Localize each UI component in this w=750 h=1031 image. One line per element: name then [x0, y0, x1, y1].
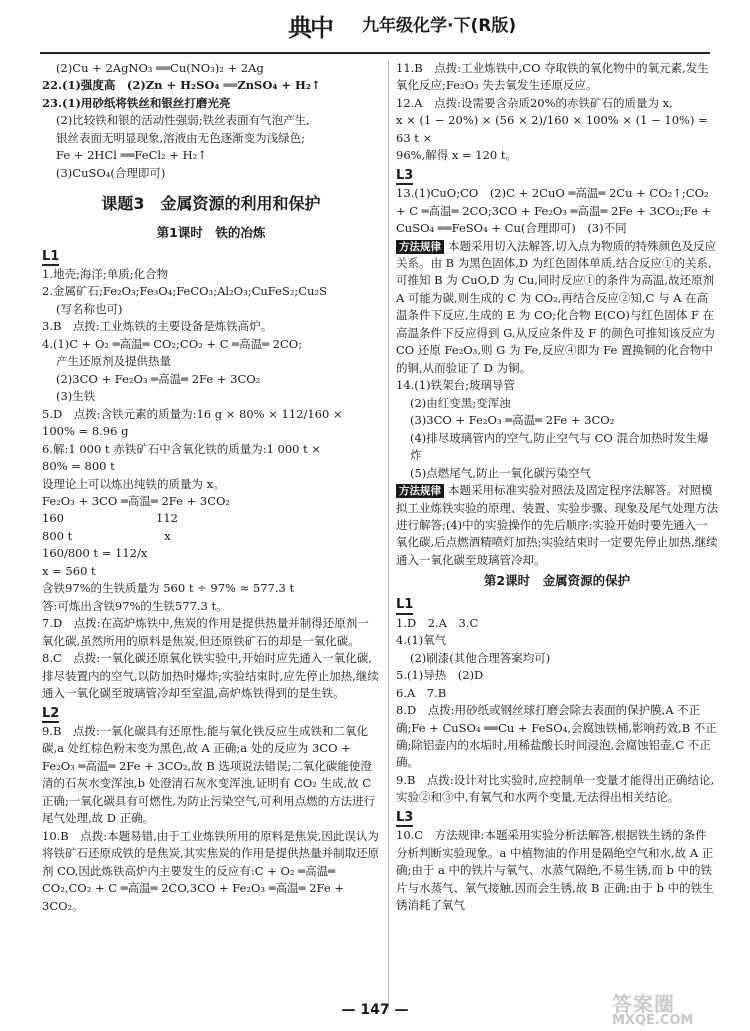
answer-line: 10.C 方法规律:本题采用实验分析法解答,根据铁生锈的条件分析判断实验现象。a 中植物油的作用是隔绝空气和水,故 A 正确;由于 a 中的铁片与氧气、水蒸气隔绝,不易生锈,而 b 中的铁片与水蒸气、氧气接触,因而会生锈,故 B 正确;由于 b 中的铁生锈消耗了氧气 [396, 828, 714, 913]
answer-line: 160/800 t = 112/x [42, 546, 148, 561]
left-answers-top [42, 60, 380, 182]
answer-line: 100% = 8.96 g [42, 424, 129, 439]
answer-line: 5.D 点拨:含铁元素的质量为:16 g × 80% × 112/160 × [42, 406, 343, 421]
book-logo: 典中 [288, 14, 332, 42]
answer-line: (2)Cu + 2AgNO₃ ══Cu(NO₃)₂ + 2Ag [56, 61, 264, 75]
answer-line: 8.C 点拨:一氧化碳还原氧化铁实验中,开始时应先通入一氧化碳,排尽装置内的空气,以防加热时爆炸;实验结束时,应先停止加热,继续通入一氧化碳至玻璃管冷却至室温,高炉炼铁得到的是生铁。 [42, 651, 379, 701]
method-note-1 [396, 238, 718, 378]
answer-line: 7.D 点拨:在高炉炼铁中,焦炭的作用是提供热量并制得还原剂一氧化碳,虽然所用的原料是焦炭,但还原铁矿石的却是一氧化碳。 [42, 616, 369, 648]
answer-line: 5.(1)导热 (2)D [396, 668, 484, 683]
answer-line: 4.(1)C + O₂ ═高温═ CO₂;CO₂ + C ═高温═ 2CO; [42, 336, 303, 351]
right-answers-13 [396, 185, 718, 237]
answer-line: 2.金属矿石;Fe₂O₃;Fe₃O₄;FeCO₃;Al₂O₃;CuFeS₂;Cu₂S [42, 284, 327, 299]
level-1-marker-b: L1 [396, 598, 413, 614]
page-header [40, 0, 710, 54]
answer-line: 答:可炼出含铁97%的生铁577.3 t。 [42, 598, 228, 613]
answer-line: 9.B 点拨:设计对比实验时,应控制单一变量才能得出正确结论,实验②和③中,有氧气和水两个变量,无法得出相关结论。 [396, 772, 715, 805]
answer-line: (写名称也可) [56, 301, 123, 316]
answer-line: 设理论上可以炼出纯铁的质量为 x。 [42, 476, 225, 491]
level-1-marker: L1 [42, 250, 59, 266]
answer-line: (3)3CO + Fe₂O₃ ═高温═ 2Fe + 3CO₂ [410, 413, 615, 428]
answer-line: 22.(1)强度高 (2)Zn + H₂SO₄ ══ZnSO₄ + H₂↑ [42, 78, 321, 93]
topic-title: 课题3 金属资源的利用和保护 [101, 194, 321, 214]
watermark [612, 994, 732, 1028]
method-text-1: 本题采用切入法解答,切入点为物质的特殊颜色及反应关系。由 B 为黑色固体,D 为红色固体单质,结合反应①的关系,可推知 B 为 CuO,D 为 Cu,同时反应①的条件为高温,故还原剂 A 可能为碳,则生成的 C 为 CO₂,再结合反应②知,C 与 A 在高温条件下反应,生成的 E 为 CO;化合物 E(CO)与红色固体 F 在高温条件下反应得到 G,从反应条件及 F 的颜色可推知该反应为 CO 还原 Fe₂O₃,则 G 为 Fe,反应④即为 Fe 置换铜的化合物中的铜,从而验证了 D 为铜。 [396, 238, 717, 375]
answer-line: 9.B 点拨:一氧化碳具有还原性,能与氧化铁反应生成铁和二氧化碳,a 处红棕色粉末变为黑色,故 A 正确;a 处的反应为 3CO + Fe₂O₃ ═高温═ 2Fe + 3CO₂,故 B 选项说法错误;二氧化碳能使澄清的石灰水变浑浊,b 处澄清石灰水变浑浊,证明有 CO₂ 生成,故 C 正确;一氧化碳具有可燃性,为防止污染空气,可利用点燃的方法进行尾气处理,故 D 正确。 [42, 723, 376, 826]
right-column [396, 60, 718, 915]
answer-line: Fe + 2HCl ══FeCl₂ + H₂↑ [56, 148, 207, 163]
answer-line: 4.(1)氧气 [396, 633, 447, 648]
answer-line: 23.(1)用砂纸将铁丝和银丝打磨光亮 [42, 95, 231, 110]
answer-line: 160 112 [42, 511, 178, 526]
lesson1-title: 第1课时 铁的冶炼 [156, 224, 266, 240]
answer-line: 产生还原剂及提供热量 [56, 354, 171, 369]
answer-line: 14.(1)铁架台;玻璃导管 [396, 378, 515, 393]
level-2-marker: L2 [42, 707, 59, 723]
answer-line: 6.A 7.B [396, 685, 447, 700]
right-answers-lesson2 [396, 615, 718, 807]
answer-line: 含铁97%的生铁质量为 560 t ÷ 97% ≈ 577.3 t [42, 581, 295, 596]
answer-line: x × (1 − 20%) × (56 × 2)/160 × 100% × (1 − 10%) = 63 t × [396, 113, 708, 145]
level-3-marker-b: L3 [396, 811, 413, 827]
column-divider [388, 60, 389, 1010]
answer-line: Fe₂O₃ + 3CO ═高温═ 2Fe + 3CO₂ [42, 493, 231, 508]
answer-line: (2)比较铁和银的活动性强弱;铁丝表面有气泡产生, [56, 113, 310, 128]
watermark-logo: 答案圈 [612, 992, 675, 1016]
answer-line: (2)3CO + Fe₂O₃ ═高温═ 2Fe + 3CO₂ [56, 371, 261, 386]
answer-line: (4)排尽玻璃管内的空气,防止空气与 CO 混合加热时发生爆炸 [410, 430, 709, 463]
method-note-2 [396, 482, 718, 569]
answer-line: (2)刷漆(其他合理答案均可) [410, 650, 551, 665]
answer-line: 12.A 点拨:设需要含杂质20%的赤铁矿石的质量为 x, [396, 95, 673, 110]
answer-line: 1.D 2.A 3.C [396, 615, 479, 630]
answer-line: (5)点燃尾气,防止一氧化碳污染空气 [410, 465, 591, 480]
answer-line: 13.(1)CuO;CO (2)C + 2CuO ═高温═ 2Cu + CO₂↑;CO₂ + C ═高温═ 2CO;3CO + Fe₂O₃ ═高温═ 2Fe + 3CO₂;Fe + CuSO₄ ══FeSO₄ + Cu(合理即可) (3)不同 [396, 186, 712, 236]
answer-line: 6.解:1 000 t 赤铁矿石中含氧化铁的质量为:1 000 t × [42, 441, 322, 456]
header-title: 九年级化学·下(R版) [362, 16, 517, 36]
answer-line: 11.B 点拨:工业炼铁中,CO 夺取铁的氧化物中的氧元素,发生氧化反应;Fe₂O₃ 失去氧发生还原反应。 [396, 61, 709, 93]
method-tag: 方法规律 [396, 484, 444, 498]
answer-line: 银丝表面无明显现象,溶液由无色逐渐变为浅绿色; [56, 130, 306, 145]
watermark-url: MXQE.COM [612, 1013, 694, 1028]
level-3-marker: L3 [396, 169, 413, 185]
answer-line: (2)由红变黑;变浑浊 [410, 395, 511, 410]
answer-line: x = 560 t [42, 563, 96, 578]
right-answers-top [396, 60, 718, 165]
method-text-2: 本题采用标准实验对照法及固定程序法解答。对照模拟工业炼铁实验的原理、装置、实验步骤、现象及尾气处理方法进行解答;(4)中的实验操作的先后顺序:实验开始时要先通入一氧化碳,后点燃酒精喷灯加热;实验结束时一定要先停止加热,继续通入一氧化碳至玻璃管冷却。 [396, 483, 718, 567]
answer-line: 96%,解得 x = 120 t。 [396, 148, 518, 163]
answer-line: (3)生铁 [56, 389, 96, 404]
left-answers-bottom [42, 723, 380, 915]
answer-line: 3.B 点拨:工业炼铁的主要设备是炼铁高炉。 [42, 319, 273, 334]
left-column [42, 60, 380, 915]
answer-line: (3)CuSO₄(合理即可) [56, 165, 166, 180]
right-answers-14 [396, 377, 718, 482]
right-answers-bottom [396, 827, 718, 914]
answer-line: 10.B 点拨:本题易错,由于工业炼铁所用的原料是焦炭,因此误认为将铁矿石还原成铁的是焦炭,其实焦炭的作用是提供热量并制取还原剂 CO,因此炼铁高炉内主要发生的反应有:C + O₂ ═高温═ CO₂,CO₂ + C ═高温═ 2CO,3CO + Fe₂O₃ ═高温═ 2Fe + 3CO₂。 [42, 828, 380, 913]
page-number: — 147 — [341, 1002, 409, 1018]
lesson2-title: 第2课时 金属资源的保护 [483, 573, 631, 589]
answer-line: 80% = 800 t [42, 459, 115, 474]
left-answers-middle [42, 266, 380, 703]
answer-line: 1.地壳;海洋;单质;化合物 [42, 266, 169, 281]
answer-line: 800 t x [42, 528, 171, 543]
method-tag: 方法规律 [396, 240, 444, 254]
answer-line: 8.D 点拨:用砂纸或钢丝球打磨会除去表面的保护膜,A 不正确;Fe + CuSO₄ ══Cu + FeSO₄,会腐蚀铁桶,影响药效,B 不正确;除铝壶内的水垢时,用稀盐酸长时间浸泡,会腐蚀铝壶,C 不正确。 [396, 703, 717, 770]
